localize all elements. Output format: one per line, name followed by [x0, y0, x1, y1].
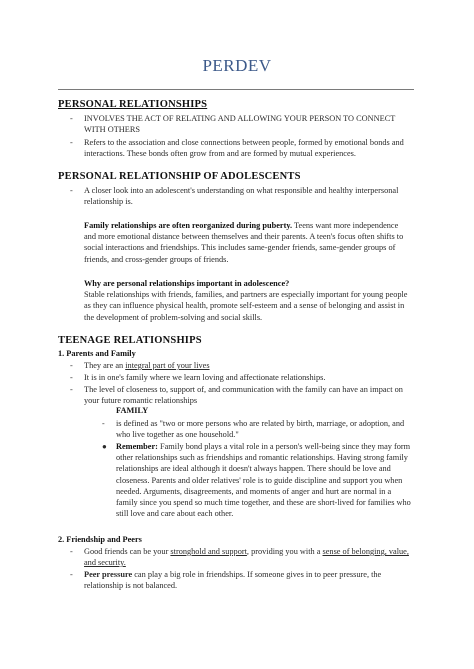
list-item-text: It is in one's family where we learn loving and affectionate relationships.	[84, 373, 326, 382]
paragraph-lead: Family relationships are often reorganized during puberty.	[84, 221, 293, 230]
dash-bullet: -	[102, 419, 105, 428]
dash-bullet: -	[70, 373, 73, 382]
remember-note	[102, 441, 412, 519]
dash-bullet: -	[70, 114, 73, 123]
dash-bullet: -	[70, 570, 73, 579]
list-item	[70, 384, 410, 406]
list-item	[70, 569, 410, 591]
subheading-friendship-peers: 2. Friendship and Peers	[58, 535, 142, 544]
list-item	[70, 546, 410, 568]
list-item-text: Good friends can be your	[84, 547, 171, 556]
list-item	[70, 113, 410, 135]
paragraph-body: Stable relationships with friends, families, and partners are especially important for young people as they can influence physical health, promote self-esteem and a sense of belonging and assist in the development of problem-solving and social skills.	[84, 290, 408, 322]
dash-bullet: -	[70, 385, 73, 394]
dash-bullet: -	[70, 186, 73, 195]
list-item	[70, 137, 410, 159]
underlined-text: integral part of your lives	[125, 361, 210, 370]
list-item-text: , providing you with a	[246, 547, 323, 556]
list-item-text: INVOLVES THE ACT OF RELATING AND ALLOWING YOUR PERSON TO CONNECT WITH OTHERS	[84, 114, 396, 135]
paragraph-family-puberty	[84, 220, 410, 265]
title-divider	[58, 89, 414, 90]
list-item	[70, 372, 410, 383]
definition-text: is defined as "two or more persons who are related by birth, marriage, or adoption, and who live together as one household."	[116, 419, 405, 440]
list-item-text: Refers to the association and close connections between people, formed by emotional bonds and interactions. These bonds often grow from and are formed by mutual experiences.	[84, 138, 404, 159]
paragraph-importance	[84, 278, 410, 323]
section-heading-adolescents: PERSONAL RELATIONSHIP OF ADOLESCENTS	[58, 171, 301, 182]
family-heading: FAMILY	[116, 406, 149, 415]
list-item	[70, 360, 410, 371]
list-item-text: They are an	[84, 361, 126, 370]
remember-label: Remember:	[116, 442, 158, 451]
dash-bullet: -	[70, 138, 73, 147]
bullet-dot-icon: ●	[102, 442, 107, 451]
subheading-parents-family: 1. Parents and Family	[58, 349, 136, 358]
underlined-text: stronghold and support	[170, 547, 247, 556]
section-heading-personal-relationships: PERSONAL RELATIONSHIPS	[58, 99, 208, 110]
dash-bullet: -	[70, 547, 73, 556]
list-item	[70, 185, 410, 207]
peer-pressure-label: Peer pressure	[84, 570, 133, 579]
family-definition	[102, 418, 412, 440]
list-item-text: can play a big role in friendships. If someone gives in to peer pressure, the relationship is not balanced.	[84, 570, 382, 591]
paragraph-body: Teens want more independence and more emotional distance between themselves and their parents. A teen's focus often shifts to social interactions and friendships. This includes same-gender friends, same-gender groups of friends, and cross-gender groups of friends.	[84, 221, 404, 264]
underlined-text: sense of belonging, value, and security.	[84, 547, 409, 568]
section-heading-teenage-relationships: TEENAGE RELATIONSHIPS	[58, 335, 202, 346]
list-item-text: The level of closeness to, support of, and communication with the family can have an impact on your future romantic relationships	[84, 385, 403, 406]
remember-text: Family bond plays a vital role in a person's well-being since they may form other relationships such as friendships and romantic relationships. Having strong family relationships are ideal although it doesn't always happen. There should be love and closeness. Parents and older relatives' role is to guide discipline and support you when needed. Arguments, disagreements, and moments of anger and hurt are normal in a family since you spend so much time together, and these are short-lived for families who still love and care about each other.	[116, 442, 411, 519]
question-heading: Why are personal relationships important in adolescence?	[84, 279, 290, 288]
list-item-text: A closer look into an adolescent's understanding on what responsible and healthy interpersonal relationship is.	[84, 186, 399, 207]
document-title: PERDEV	[202, 56, 272, 75]
dash-bullet: -	[70, 361, 73, 370]
